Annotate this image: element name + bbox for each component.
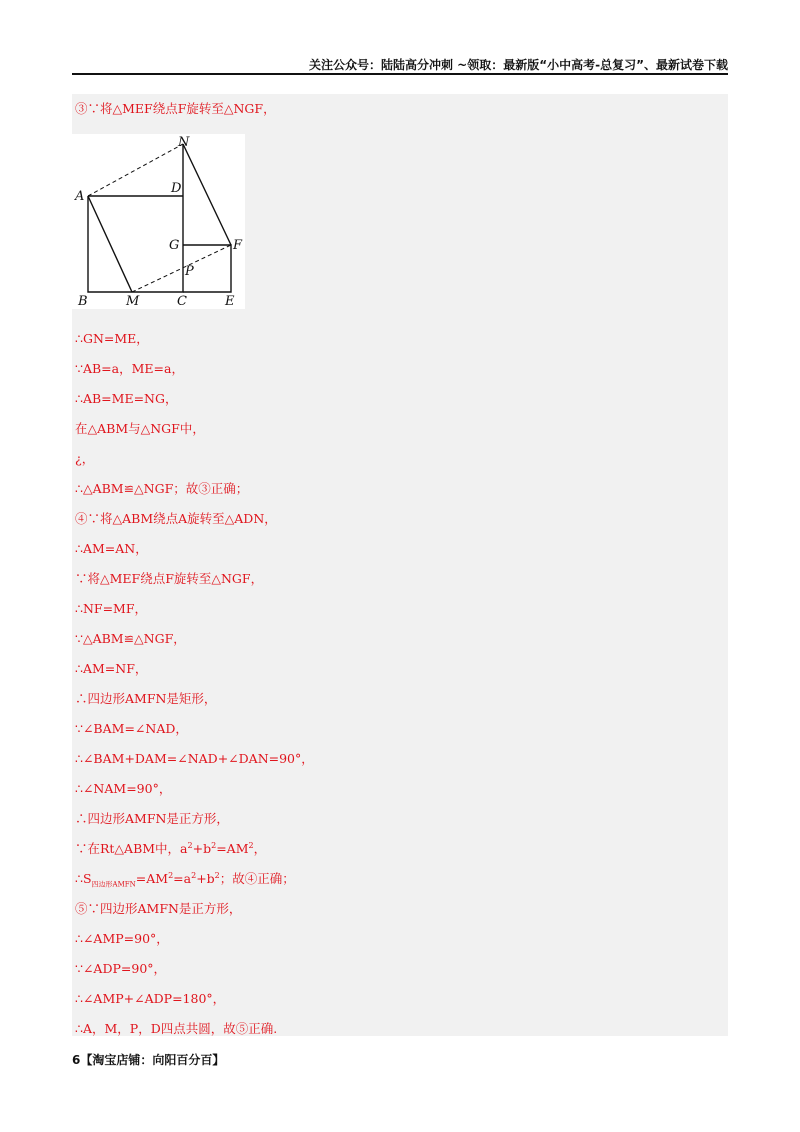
page-footer: 6【淘宝店铺：向阳百分百】 [72,1053,225,1067]
text-line: 在△ABM与△NGF中， [75,421,205,436]
text-line: ∵将△MEF绕点F旋转至△NGF， [75,571,264,586]
label-d: D [171,181,182,196]
superscript: 2 [168,870,174,880]
text-line: ③∵将△MEF绕点F旋转至△NGF， [75,101,276,116]
text-seg: +b [192,841,212,856]
page-header: 关注公众号：陆陆高分冲刺 ~领取：最新版“小中高考-总复习”、最新试卷下载 [309,58,728,72]
text-line: ∵∠BAM=∠NAD， [75,721,188,736]
text-line: ∵AB=a，ME=a， [75,361,184,376]
text-line: ④∵将△ABM绕点A旋转至△ADN， [75,511,277,526]
dashed-an [88,144,183,196]
text-line: ∴AM=NF， [75,661,148,676]
dashed-mf [132,245,231,292]
text-line: ∴四边形AMFN是正方形， [75,811,229,826]
text-line: ¿， [75,451,95,466]
text-line-pythagoras [75,841,266,857]
label-b: B [78,294,88,309]
segment-am [88,196,132,292]
text-line: ∴四边形AMFN是矩形， [75,691,217,706]
superscript: 2 [187,840,193,850]
text-line: ∴NF=MF， [75,601,148,616]
superscript: 2 [211,840,217,850]
superscript: 2 [191,870,197,880]
superscript: 2 [214,870,220,880]
text-line: ∵∠ADP=90°， [75,961,167,976]
text-line: ∴AM=AN， [75,541,148,556]
text-line: ∴AB=ME=NG， [75,391,178,406]
text-line: ∵△ABM≌△NGF， [75,631,186,646]
text-seg: ， [253,841,267,856]
label-a: A [75,189,85,204]
text-line: ∴GN=ME， [75,331,149,346]
label-e: E [225,294,235,309]
label-p: P [185,264,194,279]
label-c: C [177,294,187,309]
text-line: ⑤∵四边形AMFN是正方形， [75,901,242,916]
square-abcd [88,144,183,292]
superscript: 2 [248,840,254,850]
text-line: ∴△ABM≌△NGF；故③正确； [75,481,249,496]
geometry-figure [72,134,245,309]
text-line: ∴∠AMP=90°， [75,931,169,946]
text-seg: =a [173,871,192,886]
header-divider [72,73,728,75]
text-seg: +b [196,871,215,886]
text-seg: =AM [135,871,169,886]
label-m: M [126,294,140,309]
text-line-area [75,871,295,887]
text-seg: ∴S [75,871,92,886]
label-g: G [169,238,180,253]
label-f: F [233,238,243,253]
text-seg: ；故④正确； [219,871,295,886]
text-seg: ∵在Rt△ABM中，a [75,841,188,856]
segment-nf [183,144,231,245]
text-line: ∴∠AMP+∠ADP=180°， [75,991,226,1006]
subscript: 四边形AMFN [91,880,136,889]
text-line: ∴∠NAM=90°， [75,781,172,796]
text-line: ∴∠BAM+DAM=∠NAD+∠DAN=90°， [75,751,314,766]
text-seg: =AM [216,841,249,856]
label-n: N [178,135,190,150]
text-line: ∴A，M，P，D四点共圆，故⑤正确. [75,1021,278,1036]
